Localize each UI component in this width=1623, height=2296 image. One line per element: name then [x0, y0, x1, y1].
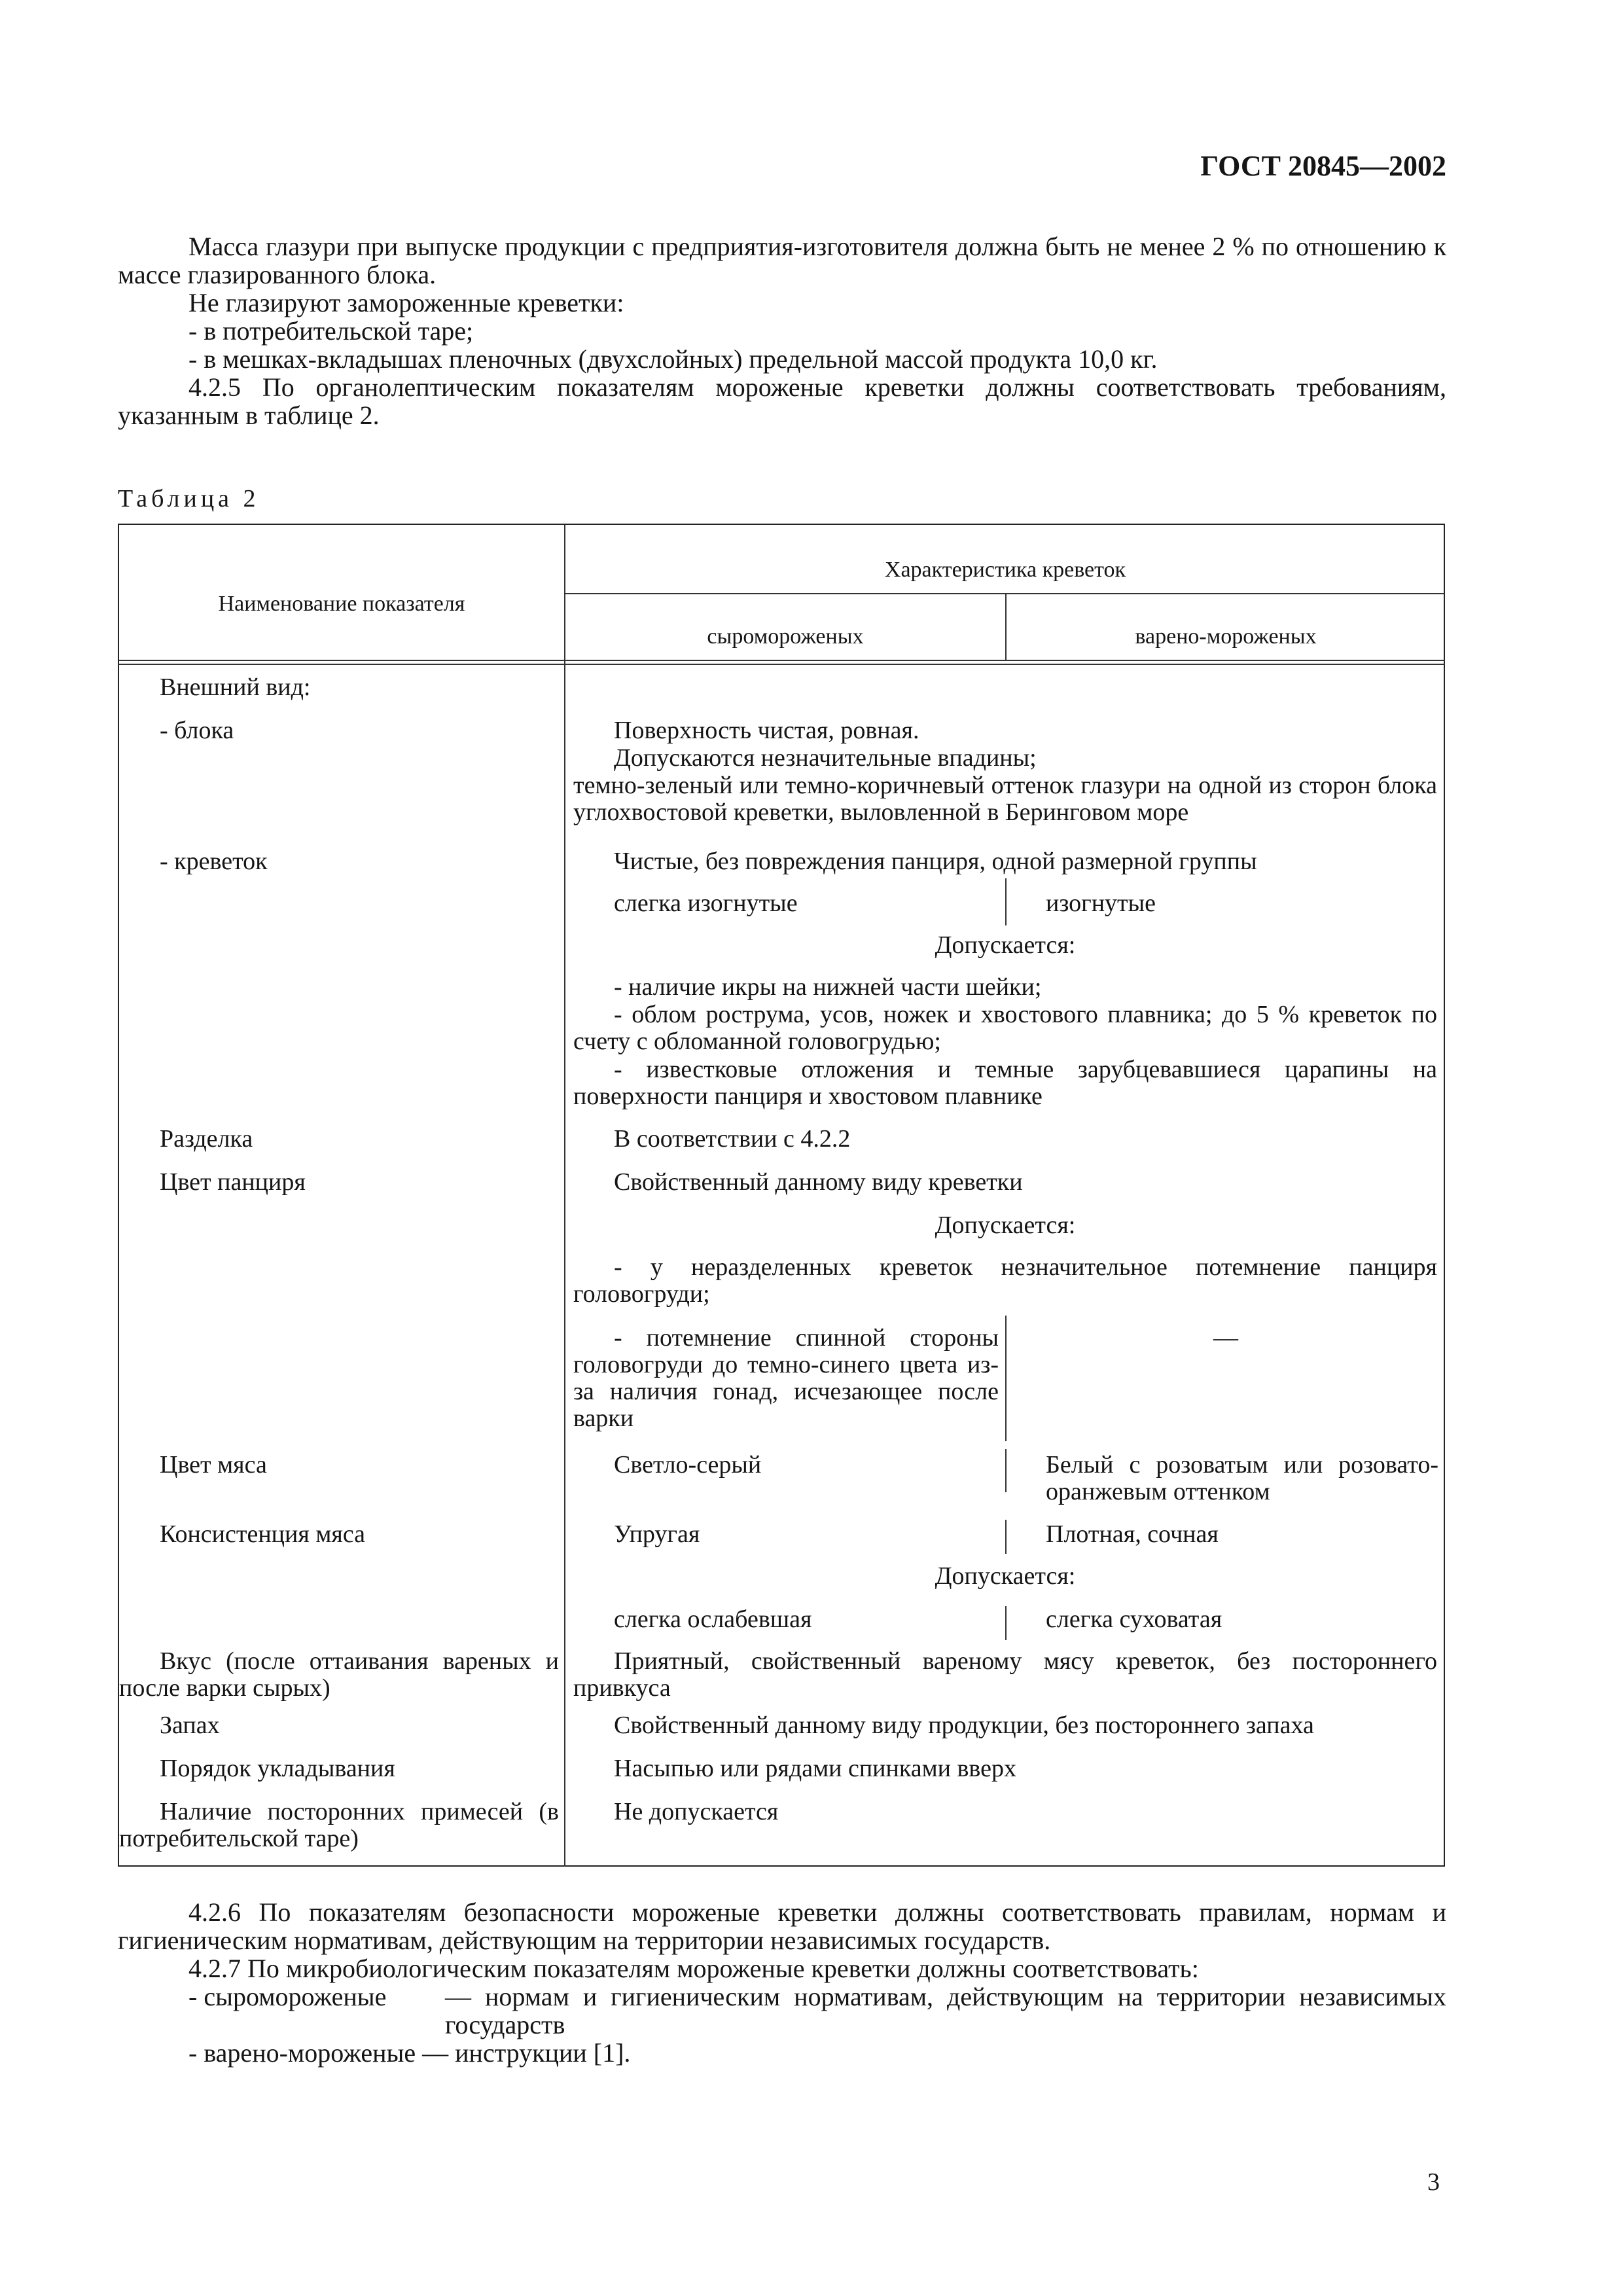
consistency-allow-boiled: слегка суховатая — [1046, 1605, 1222, 1633]
row-smell: Запах — [160, 1712, 220, 1739]
no-glaze-item-2: - в мешках-вкладышах пленочных (двухслойных) предельной массой продукта 10,0 кг. — [188, 344, 1158, 374]
list-item-raw — [118, 1982, 1446, 2039]
row-shell-color: Цвет панциря — [160, 1168, 306, 1196]
split-shrimp-shape — [1005, 878, 1007, 925]
consistency-raw: Упругая — [614, 1520, 700, 1548]
col-name-header: Наименование показателя — [218, 592, 465, 616]
no-glaze-paragraph: Не глазируют замороженные креветки: — [188, 288, 624, 317]
row-shrimp: - креветок — [160, 848, 268, 875]
shell-color-text: Свойственный данному виду креветки — [614, 1168, 1023, 1196]
shell-allow-raw: - потемнение спинной стороны головогруди до темно-синего цвета из-за наличия гонад, исчезающее после варки — [573, 1324, 999, 1432]
shell-allow-1: - у неразделенных креветок незначительное потемнение панциря головогруди; — [573, 1253, 1437, 1308]
block-text-3: темно-зеленый или темно-коричневый оттенок глазури на одной из сторон блока углохвостовой креветки, выловленной в Беринговом море — [573, 772, 1437, 826]
clause-4-2-7: 4.2.7 По микробиологическим показателям мороженые креветки должны соответствовать: — [188, 1954, 1199, 1983]
shrimp-allow-1: - наличие икры на нижней части шейки; — [614, 973, 1042, 1001]
split-consistency — [1005, 1520, 1007, 1554]
table-caption: Таблица 2 — [118, 485, 260, 512]
row-impurities: Наличие посторонних примесей (в потребительской таре) — [119, 1798, 559, 1852]
meat-color-raw: Светло-серый — [614, 1451, 762, 1479]
impurities-text: Не допускается — [614, 1798, 779, 1825]
row-block: - блока — [160, 717, 234, 744]
shrimp-raw: слегка изогнутые — [614, 889, 798, 917]
row-taste: Вкус (после оттаивания вареных и после варки сырых) — [119, 1647, 559, 1702]
consistency-boiled: Плотная, сочная — [1046, 1520, 1219, 1548]
row-appearance: Внешний вид: — [160, 673, 311, 701]
no-glaze-item-1: - в потребительской таре; — [188, 316, 474, 346]
shrimp-allow-3: - известковые отложения и темные зарубцевавшиеся царапины на поверхности панциря и хвостовом плавнике — [573, 1056, 1437, 1110]
shrimp-boiled: изогнутые — [1046, 889, 1156, 917]
split-meat-color — [1005, 1449, 1007, 1492]
outro-text — [118, 1898, 1446, 2067]
subheader-raw: сыромороженых — [707, 624, 864, 649]
shell-allow-boiled: — — [1213, 1324, 1238, 1352]
consistency-allowed: Допускается: — [935, 1562, 1076, 1590]
glaze-mass-paragraph: Масса глазури при выпуске продукции с предприятия-изготовителя должна быть не менее 2 % по отношению к массе глазированного блока. — [118, 232, 1446, 289]
consistency-allow-raw: слегка ослабевшая — [614, 1605, 812, 1633]
shrimp-allow-2: - облом рострума, усов, ножек и хвостового плавника; до 5 % креветок по счету с обломанной головогрудью; — [573, 1001, 1437, 1055]
column-divider — [564, 525, 565, 1867]
header-bottom-line-2 — [119, 664, 1445, 665]
header-group-divider — [564, 593, 1445, 594]
row-cut: Разделка — [160, 1125, 253, 1153]
block-text-1: Поверхность чистая, ровная. — [614, 717, 919, 744]
row-meat-color: Цвет мяса — [160, 1451, 267, 1479]
packing-text: Насыпью или рядами спинками вверх — [614, 1755, 1016, 1782]
page-number: 3 — [1427, 2168, 1440, 2196]
shrimp-text: Чистые, без повреждения панциря, одной размерной группы — [614, 848, 1257, 875]
meat-color-boiled: Белый с розоватым или розовато-оранжевым оттенком — [1046, 1451, 1438, 1505]
group-header: Характеристика креветок — [884, 558, 1126, 582]
block-text-2: Допускаются незначительные впадины; — [614, 744, 1037, 772]
shell-allowed: Допускается: — [935, 1211, 1076, 1239]
list-item-raw-text: — нормам и гигиеническим нормативам, действующим на территории независимых государств — [445, 1982, 1446, 2039]
list-item-raw-label: - сыромороженые — [188, 1982, 387, 2011]
list-item-boiled: - варено-мороженые — инструкции [1]. — [188, 2038, 631, 2068]
organoleptic-table — [118, 524, 1445, 1867]
intro-text — [118, 232, 1446, 429]
smell-text: Свойственный данному виду продукции, без постороннего запаха — [614, 1712, 1314, 1739]
row-packing: Порядок укладывания — [160, 1755, 395, 1782]
header-bottom-line — [119, 660, 1445, 661]
shrimp-allowed: Допускается: — [935, 931, 1076, 959]
cut-text: В соответствии с 4.2.2 — [614, 1125, 851, 1153]
taste-text: Приятный, свойственный вареному мясу креветок, без постороннего привкуса — [573, 1647, 1437, 1702]
document-code: ГОСТ 20845—2002 — [1200, 150, 1446, 182]
subheader-boiled: варено-мороженых — [1135, 624, 1317, 649]
row-consistency: Консистенция мяса — [160, 1520, 366, 1548]
clause-4-2-6: 4.2.6 По показателям безопасности мороженые креветки должны соответствовать правилам, нормам и гигиеническим нормативам, действующим на территории независимых государств. — [118, 1897, 1446, 1955]
clause-4-2-5: 4.2.5 По органолептическим показателям мороженые креветки должны соответствовать требованиям, указанным в таблице 2. — [118, 372, 1446, 430]
split-consistency-allow — [1005, 1606, 1007, 1640]
